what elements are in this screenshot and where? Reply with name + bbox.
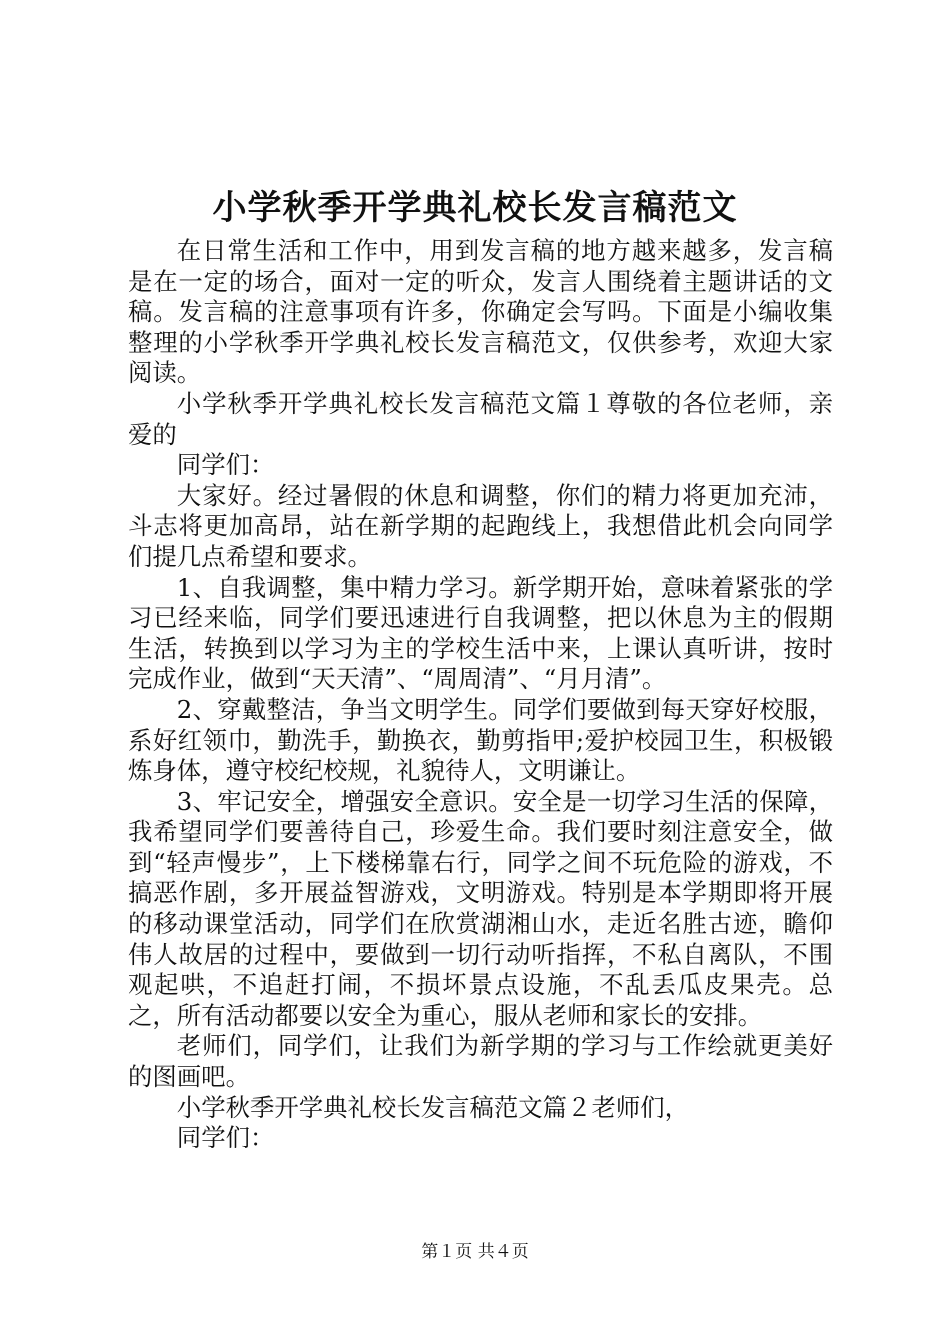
section-heading-2: 小学秋季开学典礼校长发言稿范文篇２老师们， (176, 1092, 690, 1122)
salutation-2: 同学们： (176, 1123, 275, 1153)
intro-paragraph: 在日常生活和工作中，用到发言稿的地方越来越多，发言稿是在一定的场合，面对一定的听众，发言人围绕着主题讲话的文稿。发言稿的注意事项有许多，你确定会写吗。下面是小编收集整理的小学秋季开学典礼校长发言稿范文，仅供参考，欢迎大家阅读。 (128, 236, 833, 388)
page-footer: 第１页 共４页 (421, 1242, 529, 1262)
section-heading-1: 小学秋季开学典礼校长发言稿范文篇１尊敬的各位老师，亲爱的 (128, 388, 833, 449)
point-2-paragraph: 2、穿戴整洁，争当文明学生。同学们要做到每天穿好校服，系好红领巾，勤洗手，勤换衣，勤剪指甲;爱护校园卫生，积极锻炼身体，遵守校纪校规，礼貌待人，文明谦让。 (128, 694, 833, 786)
salutation-1: 同学们： (176, 450, 275, 480)
document-title: 小学秋季开学典礼校长发言稿范文 (212, 188, 738, 228)
point-3-paragraph: 3、牢记安全，增强安全意识。安全是一切学习生活的保障，我希望同学们要善待自己，珍爱生命。我们要时刻注意安全，做到“轻声慢步”，上下楼梯靠右行，同学之间不玩危险的游戏，不搞恶作剧，多开展益智游戏，文明游戏。特别是本学期即将开展的移动课堂活动，同学们在欣赏湖湘山水，走近名胜古迹，瞻仰伟人故居的过程中，要做到一切行动听指挥，不私自离队，不围观起哄，不追赶打闹，不损坏景点设施，不乱丢瓜皮果壳。总之，所有活动都要以安全为重心，服从老师和家长的安排。 (128, 786, 833, 1030)
point-1-paragraph: 1、自我调整，集中精力学习。新学期开始，意味着紧张的学习已经来临，同学们要迅速进行自我调整，把以休息为主的假期生活，转换到以学习为主的学校生活中来，上课认真听讲，按时完成作业，做到“天天清”、“周周清”、“月月清”。 (128, 572, 833, 694)
document-body (128, 236, 833, 1154)
greeting-paragraph: 大家好。经过暑假的休息和调整，你们的精力将更加充沛，斗志将更加高昂，站在新学期的起跑线上，我想借此机会向同学们提几点希望和要求。 (128, 480, 833, 571)
closing-paragraph: 老师们，同学们，让我们为新学期的学习与工作绘就更美好的图画吧。 (128, 1031, 833, 1092)
